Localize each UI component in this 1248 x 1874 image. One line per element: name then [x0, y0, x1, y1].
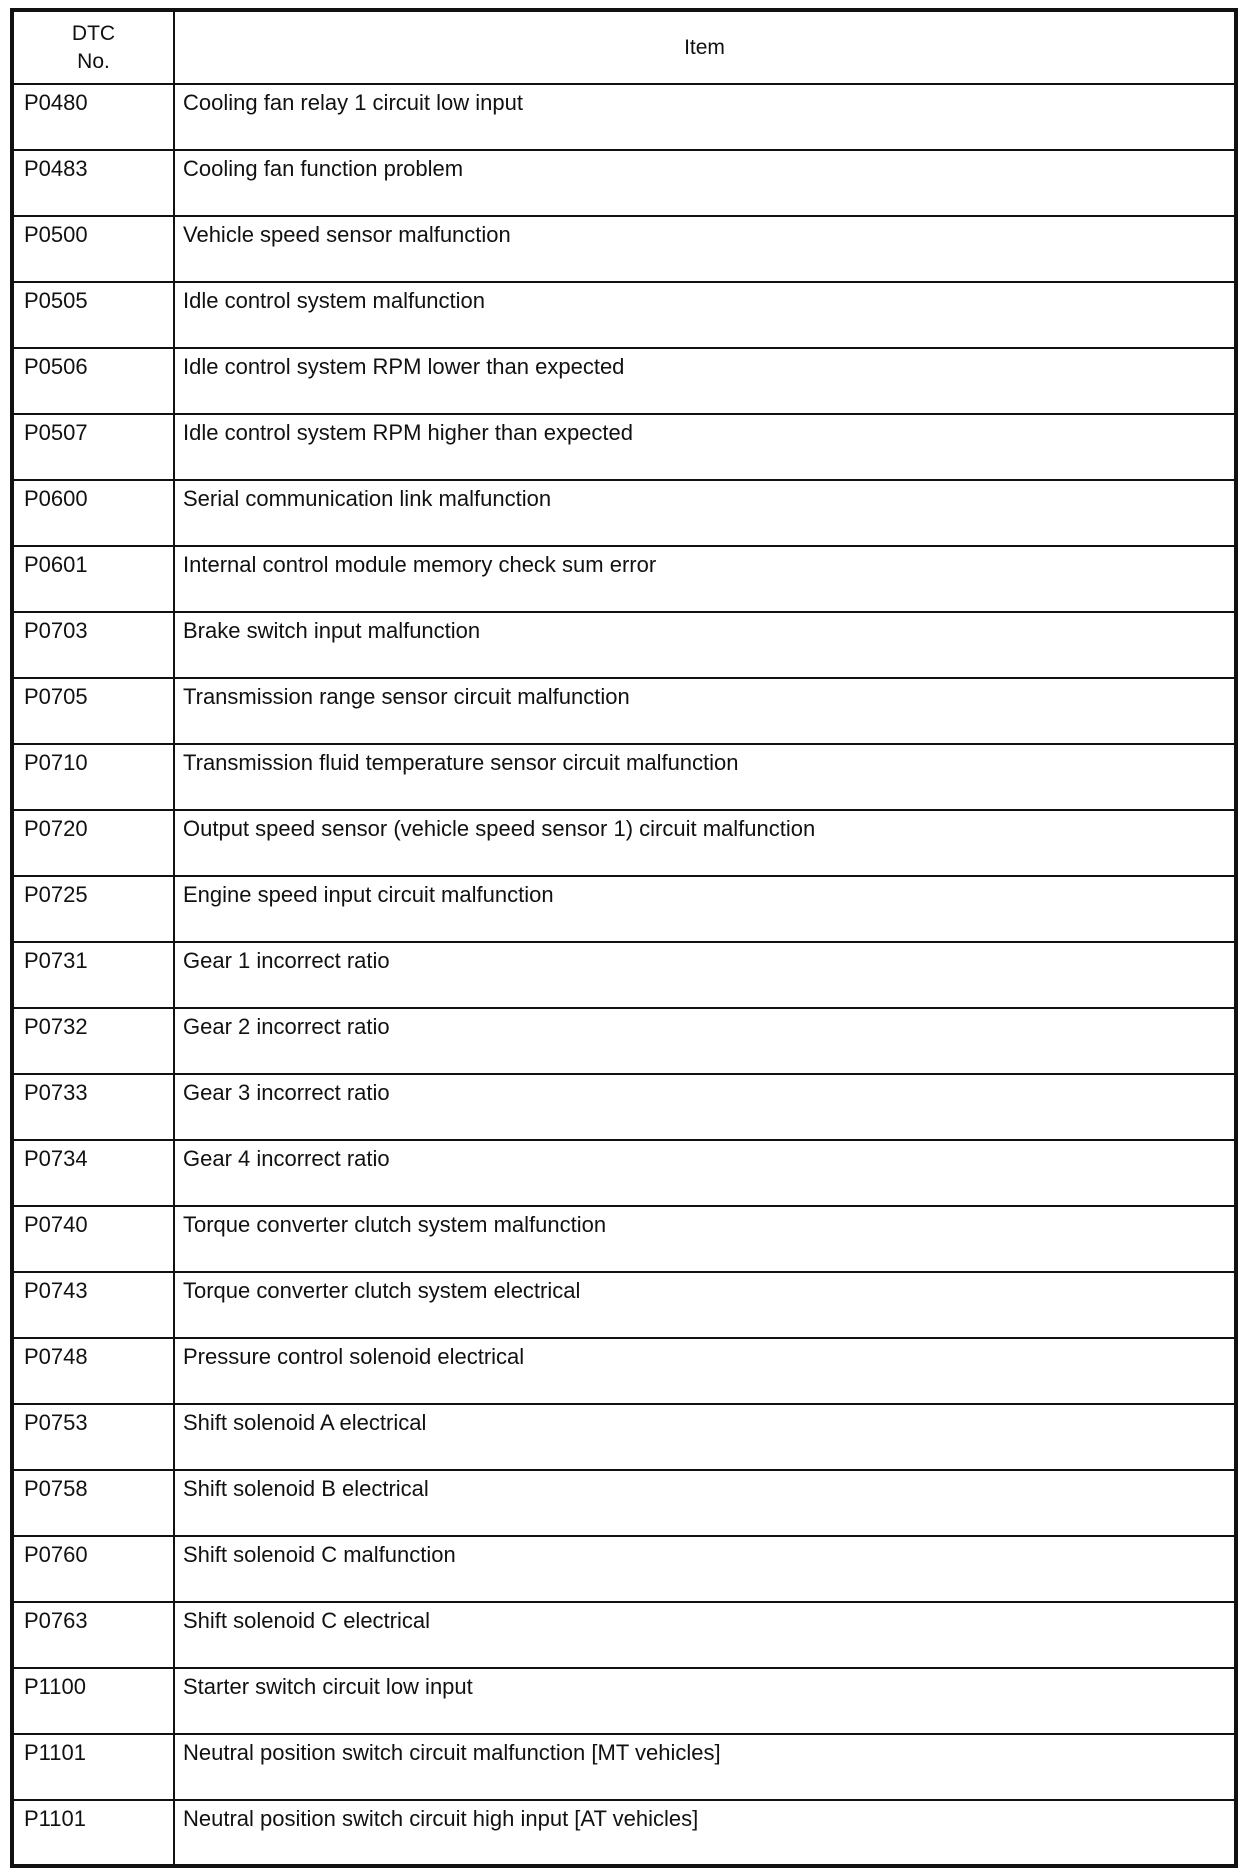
- table-row: [12, 1602, 1236, 1668]
- dtc-header-line1: DTC: [71, 21, 116, 45]
- dtc-item-cell: Shift solenoid B electrical: [174, 1470, 1236, 1536]
- dtc-code-cell: P1101: [12, 1800, 174, 1866]
- dtc-code-cell: P0506: [12, 348, 174, 414]
- dtc-code-cell: P0725: [12, 876, 174, 942]
- table-row: [12, 612, 1236, 678]
- dtc-code-cell: P0703: [12, 612, 174, 678]
- dtc-item-cell: Shift solenoid C electrical: [174, 1602, 1236, 1668]
- dtc-item-cell: Vehicle speed sensor malfunction: [174, 216, 1236, 282]
- dtc-item-cell: Neutral position switch circuit malfunction [MT vehicles]: [174, 1734, 1236, 1800]
- dtc-item-cell: Output speed sensor (vehicle speed sensor 1) circuit malfunction: [174, 810, 1236, 876]
- dtc-item-cell: Neutral position switch circuit high input [AT vehicles]: [174, 1800, 1236, 1866]
- table-row: [12, 480, 1236, 546]
- table-row: [12, 84, 1236, 150]
- table-row: [12, 282, 1236, 348]
- dtc-item-cell: Gear 3 incorrect ratio: [174, 1074, 1236, 1140]
- table-row: [12, 1008, 1236, 1074]
- dtc-item-cell: Shift solenoid C malfunction: [174, 1536, 1236, 1602]
- table-row: [12, 1272, 1236, 1338]
- table-row: [12, 546, 1236, 612]
- table-row: [12, 414, 1236, 480]
- table-row: [12, 942, 1236, 1008]
- table-row: [12, 876, 1236, 942]
- item-header: Item: [174, 10, 1236, 84]
- dtc-code-cell: P0505: [12, 282, 174, 348]
- dtc-item-cell: Torque converter clutch system malfunction: [174, 1206, 1236, 1272]
- table-row: [12, 1734, 1236, 1800]
- dtc-code-cell: P0480: [12, 84, 174, 150]
- dtc-item-cell: Engine speed input circuit malfunction: [174, 876, 1236, 942]
- dtc-code-cell: P0760: [12, 1536, 174, 1602]
- dtc-code-cell: P0500: [12, 216, 174, 282]
- table-row: [12, 1206, 1236, 1272]
- dtc-item-cell: Gear 2 incorrect ratio: [174, 1008, 1236, 1074]
- dtc-code-cell: P1101: [12, 1734, 174, 1800]
- table-row: [12, 1074, 1236, 1140]
- dtc-item-cell: Cooling fan relay 1 circuit low input: [174, 84, 1236, 150]
- table-row: [12, 348, 1236, 414]
- dtc-item-cell: Brake switch input malfunction: [174, 612, 1236, 678]
- table-row: [12, 1800, 1236, 1866]
- dtc-code-cell: P0720: [12, 810, 174, 876]
- dtc-number-header: [12, 10, 174, 84]
- dtc-item-cell: Idle control system RPM higher than expected: [174, 414, 1236, 480]
- table-row: [12, 1338, 1236, 1404]
- dtc-code-cell: P0743: [12, 1272, 174, 1338]
- dtc-item-cell: Gear 4 incorrect ratio: [174, 1140, 1236, 1206]
- table-row: [12, 744, 1236, 810]
- dtc-item-cell: Gear 1 incorrect ratio: [174, 942, 1236, 1008]
- dtc-code-cell: P0600: [12, 480, 174, 546]
- dtc-code-cell: P0710: [12, 744, 174, 810]
- dtc-item-cell: Internal control module memory check sum error: [174, 546, 1236, 612]
- dtc-code-cell: P0705: [12, 678, 174, 744]
- header-row: [12, 10, 1236, 84]
- dtc-code-cell: P0601: [12, 546, 174, 612]
- table-row: [12, 150, 1236, 216]
- dtc-code-cell: P0483: [12, 150, 174, 216]
- dtc-item-cell: Idle control system RPM lower than expected: [174, 348, 1236, 414]
- dtc-table-body: [12, 84, 1236, 1866]
- table-row: [12, 1470, 1236, 1536]
- dtc-item-cell: Pressure control solenoid electrical: [174, 1338, 1236, 1404]
- dtc-item-cell: Transmission fluid temperature sensor circuit malfunction: [174, 744, 1236, 810]
- dtc-code-cell: P0763: [12, 1602, 174, 1668]
- table-row: [12, 216, 1236, 282]
- dtc-item-cell: Starter switch circuit low input: [174, 1668, 1236, 1734]
- dtc-code-cell: P0731: [12, 942, 174, 1008]
- dtc-item-cell: Serial communication link malfunction: [174, 480, 1236, 546]
- dtc-item-cell: Torque converter clutch system electrical: [174, 1272, 1236, 1338]
- dtc-code-cell: P0758: [12, 1470, 174, 1536]
- dtc-item-cell: Transmission range sensor circuit malfunction: [174, 678, 1236, 744]
- dtc-code-cell: P0734: [12, 1140, 174, 1206]
- dtc-item-cell: Idle control system malfunction: [174, 282, 1236, 348]
- dtc-code-cell: P1100: [12, 1668, 174, 1734]
- dtc-code-cell: P0740: [12, 1206, 174, 1272]
- table-row: [12, 1404, 1236, 1470]
- dtc-header-line2: No.: [77, 49, 110, 73]
- dtc-code-cell: P0753: [12, 1404, 174, 1470]
- dtc-code-cell: P0507: [12, 414, 174, 480]
- dtc-code-cell: P0732: [12, 1008, 174, 1074]
- dtc-item-cell: Shift solenoid A electrical: [174, 1404, 1236, 1470]
- dtc-code-cell: P0733: [12, 1074, 174, 1140]
- dtc-code-cell: P0748: [12, 1338, 174, 1404]
- table-row: [12, 1140, 1236, 1206]
- table-row: [12, 1668, 1236, 1734]
- table-row: [12, 810, 1236, 876]
- dtc-item-cell: Cooling fan function problem: [174, 150, 1236, 216]
- table-row: [12, 678, 1236, 744]
- table-row: [12, 1536, 1236, 1602]
- dtc-table: [10, 8, 1238, 1868]
